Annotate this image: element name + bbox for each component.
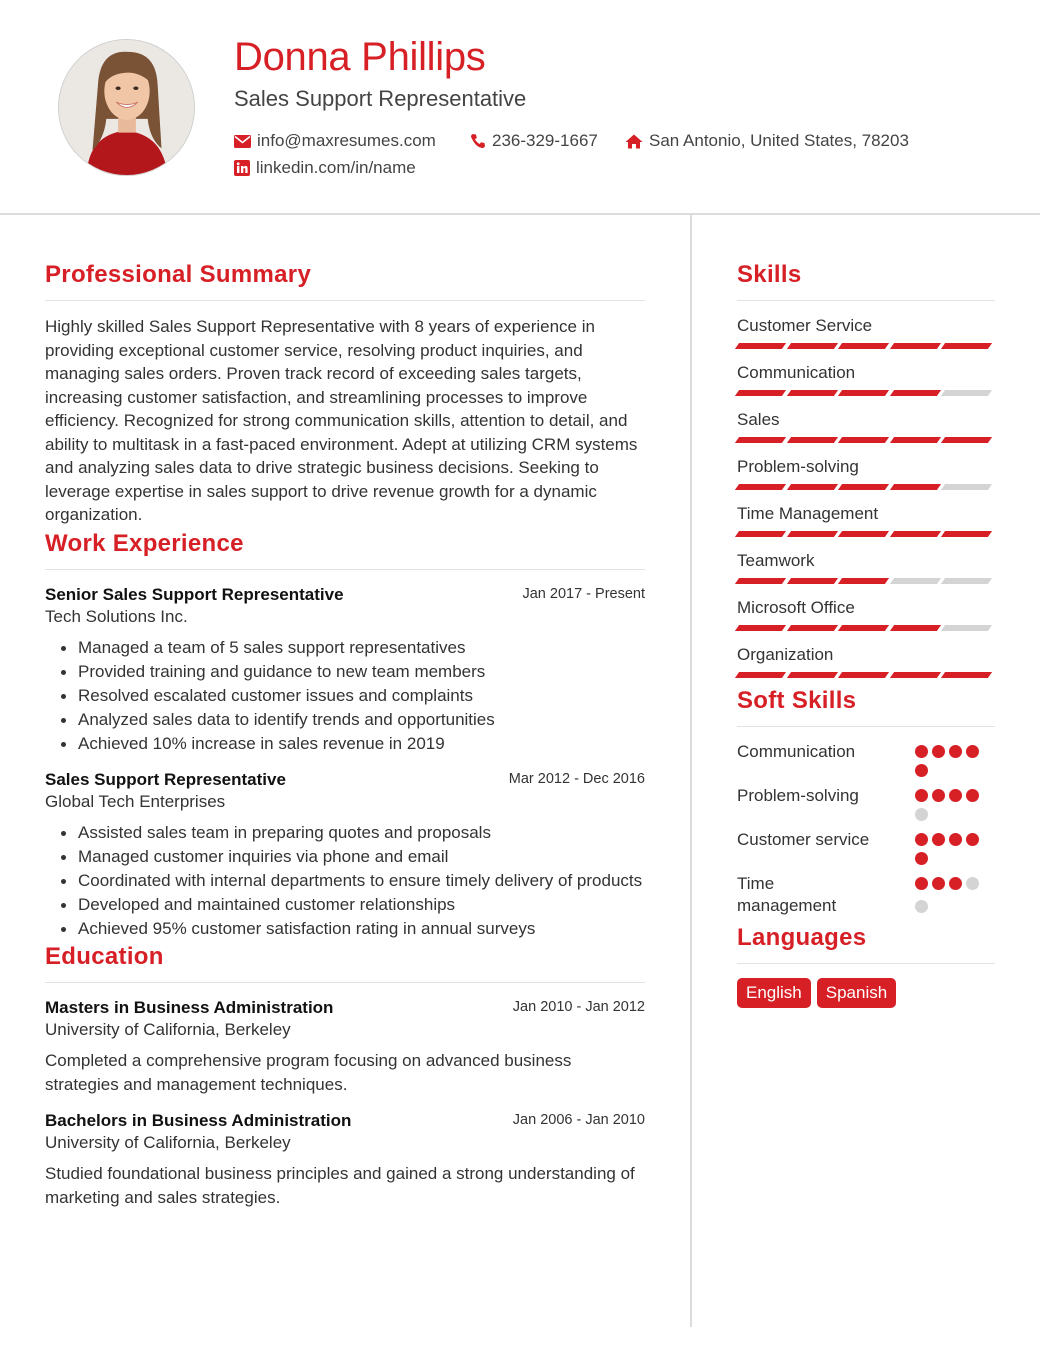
email-text: info@maxresumes.com: [257, 131, 436, 150]
education-description: Studied foundational business principles and gained a strong understanding of marketing and sales strategies.: [45, 1163, 635, 1207]
job-bullet: Achieved 95% customer satisfaction rating in annual surveys: [45, 917, 645, 941]
skill-name: Teamwork: [737, 551, 815, 570]
job-bullets: [45, 821, 645, 941]
skill-name: Sales: [737, 410, 780, 429]
skill-level-segment: [941, 343, 992, 349]
skill-name: Time Management: [737, 504, 879, 523]
phone-text: 236-329-1667: [492, 131, 598, 150]
skill-level-segment: [838, 625, 889, 631]
languages-section: [737, 923, 995, 1008]
profile-photo: [58, 39, 195, 176]
soft-skill-rating: [915, 741, 995, 777]
skill-level-segment: [735, 625, 786, 631]
linkedin-icon: [234, 160, 250, 176]
contact-phone[interactable]: [470, 131, 598, 151]
job-bullet: Coordinated with internal departments to ensure timely delivery of products: [45, 869, 645, 893]
rating-dot: [915, 852, 928, 865]
skill-level-bar: [737, 672, 995, 678]
rating-dot: [966, 833, 979, 846]
soft-skill-rating: [915, 785, 995, 821]
skill-level-bar: [737, 437, 995, 443]
skill-level-bar: [737, 484, 995, 490]
job-bullet: Resolved escalated customer issues and complaints: [45, 684, 645, 708]
job-bullet: Developed and maintained customer relationships: [45, 893, 645, 917]
skill-level-segment: [735, 437, 786, 443]
skill-name: Problem-solving: [737, 457, 859, 476]
rating-dot: [949, 833, 962, 846]
skill-level-segment: [890, 484, 941, 490]
section-divider: [737, 300, 995, 301]
skill-level-segment: [786, 484, 837, 490]
rating-dot: [966, 789, 979, 802]
skill-name: Customer Service: [737, 316, 873, 335]
envelope-icon: [234, 135, 251, 148]
skill-level-segment: [735, 672, 786, 678]
skill-item: [737, 503, 995, 537]
school-name: University of California, Berkeley: [45, 1132, 291, 1152]
candidate-name: Donna Phillips: [234, 35, 486, 79]
skill-level-segment: [735, 343, 786, 349]
skill-name: Communication: [737, 363, 856, 382]
education-entry: [45, 997, 645, 1097]
skill-name: Organization: [737, 645, 834, 664]
education-heading: Education: [45, 942, 164, 970]
job-bullet: Analyzed sales data to identify trends and opportunities: [45, 708, 645, 732]
skill-item: [737, 362, 995, 396]
skill-level-segment: [786, 578, 837, 584]
skill-level-segment: [838, 672, 889, 678]
education-dates: Jan 2006 - Jan 2010: [512, 1111, 645, 1128]
rating-dot: [915, 764, 928, 777]
skill-level-segment: [890, 390, 941, 396]
education-entry: [45, 1110, 645, 1210]
skill-item: [737, 550, 995, 584]
job-bullet: Achieved 10% increase in sales revenue in 2019: [45, 732, 645, 756]
contact-linkedin[interactable]: [234, 158, 416, 178]
soft-skill-name: Problem-solving: [737, 786, 859, 805]
skill-level-segment: [735, 531, 786, 537]
rating-dot: [915, 877, 928, 890]
section-divider: [45, 300, 645, 301]
soft-skill-item: [737, 741, 995, 777]
skill-level-segment: [838, 531, 889, 537]
rating-dot: [915, 808, 928, 821]
soft-skill-name: Customer service: [737, 830, 870, 849]
skill-item: [737, 315, 995, 349]
skill-level-segment: [941, 531, 992, 537]
job-bullet: Managed a team of 5 sales support representatives: [45, 636, 645, 660]
job-company: Global Tech Enterprises: [45, 791, 226, 811]
rating-dot: [915, 900, 928, 913]
skill-level-segment: [890, 437, 941, 443]
skill-level-segment: [838, 484, 889, 490]
rating-dot: [966, 877, 979, 890]
skill-level-segment: [786, 437, 837, 443]
soft-skill-item: [737, 873, 995, 917]
education-dates: Jan 2010 - Jan 2012: [512, 998, 645, 1015]
contact-email[interactable]: [234, 131, 436, 151]
skill-level-segment: [890, 531, 941, 537]
location-text: San Antonio, United States, 78203: [649, 131, 909, 150]
job-role: Sales Support Representative: [45, 769, 286, 789]
skill-level-segment: [786, 625, 837, 631]
education-description: Completed a comprehensive program focusing on advanced business strategies and management techniques.: [45, 1050, 572, 1094]
skill-name: Microsoft Office: [737, 598, 855, 617]
skill-item: [737, 409, 995, 443]
job-bullet: Managed customer inquiries via phone and email: [45, 845, 645, 869]
skill-level-segment: [941, 672, 992, 678]
skill-level-segment: [941, 625, 992, 631]
soft-skill-item: [737, 829, 995, 865]
resume-header: [0, 0, 1040, 215]
skill-level-segment: [786, 672, 837, 678]
section-divider: [737, 963, 995, 964]
skill-level-bar: [737, 578, 995, 584]
skill-level-segment: [786, 531, 837, 537]
job-company: Tech Solutions Inc.: [45, 606, 188, 626]
rating-dot: [932, 789, 945, 802]
job-dates: Jan 2017 - Present: [522, 585, 645, 602]
phone-icon: [470, 133, 486, 149]
skill-level-segment: [890, 343, 941, 349]
skills-section: [737, 260, 995, 678]
job-bullets: [45, 636, 645, 756]
skill-level-segment: [941, 390, 992, 396]
skill-level-segment: [838, 343, 889, 349]
rating-dot: [915, 789, 928, 802]
rating-dot: [966, 745, 979, 758]
school-name: University of California, Berkeley: [45, 1019, 291, 1039]
sidebar-column: [737, 260, 995, 1008]
skill-level-segment: [890, 625, 941, 631]
rating-dot: [949, 877, 962, 890]
section-divider: [45, 569, 645, 570]
skill-level-segment: [890, 672, 941, 678]
job-bullet: Assisted sales team in preparing quotes and proposals: [45, 821, 645, 845]
soft-skills-section: [737, 686, 995, 917]
soft-skill-name: Time management: [737, 874, 837, 915]
column-divider: [690, 215, 692, 1327]
skill-level-segment: [890, 578, 941, 584]
soft-skill-item: [737, 785, 995, 821]
rating-dot: [915, 833, 928, 846]
skill-item: [737, 597, 995, 631]
skill-level-bar: [737, 343, 995, 349]
skill-item: [737, 456, 995, 490]
skill-level-segment: [941, 437, 992, 443]
home-icon: [625, 134, 643, 149]
skill-level-bar: [737, 531, 995, 537]
rating-dot: [915, 745, 928, 758]
languages-heading: Languages: [737, 924, 867, 951]
skill-level-segment: [735, 390, 786, 396]
job-entry: [45, 769, 645, 941]
skill-level-segment: [838, 437, 889, 443]
soft-skill-rating: [915, 829, 995, 865]
job-dates: Mar 2012 - Dec 2016: [508, 770, 645, 787]
skill-level-segment: [941, 484, 992, 490]
skill-level-segment: [735, 484, 786, 490]
rating-dot: [932, 745, 945, 758]
experience-section: [45, 529, 645, 941]
section-divider: [45, 982, 645, 983]
language-tag: English: [737, 978, 811, 1008]
summary-heading: Professional Summary: [45, 261, 312, 288]
skill-item: [737, 644, 995, 678]
degree-name: Masters in Business Administration: [45, 997, 334, 1017]
education-section: [45, 942, 645, 1210]
skill-level-segment: [941, 578, 992, 584]
soft-skill-rating: [915, 873, 995, 917]
job-role: Senior Sales Support Representative: [45, 584, 344, 604]
skill-level-segment: [838, 390, 889, 396]
rating-dot: [949, 745, 962, 758]
linkedin-text: linkedin.com/in/name: [256, 158, 416, 177]
portrait-image: [59, 40, 194, 175]
job-entry: [45, 584, 645, 756]
rating-dot: [932, 833, 945, 846]
section-divider: [737, 726, 995, 727]
summary-text: Highly skilled Sales Support Representative with 8 years of experience in providing exceptional customer service, resolving product inquiries, and managing sales orders. Proven track record of exceeding sales targets, increasing customer satisfaction, and streamlining processes to improve efficiency. Recognized for strong communication skills, attention to detail, and ability to multitask in a fast-paced environment. Adept at utilizing CRM systems and analyzing sales data to drive strategic business decisions. Seeking to leverage expertise in sales support to drive revenue growth for a dynamic organization.: [45, 317, 638, 524]
job-bullet: Provided training and guidance to new team members: [45, 660, 645, 684]
language-tag: Spanish: [817, 978, 896, 1008]
skill-level-bar: [737, 390, 995, 396]
language-tags: [737, 978, 995, 1008]
skills-list: [737, 315, 995, 678]
soft-skills-heading: Soft Skills: [737, 687, 857, 714]
summary-section: [45, 260, 645, 527]
skill-level-segment: [838, 578, 889, 584]
rating-dot: [949, 789, 962, 802]
contact-location: [625, 131, 909, 151]
main-column: [45, 260, 645, 1210]
soft-skills-list: [737, 741, 995, 917]
candidate-title: Sales Support Representative: [234, 86, 527, 111]
degree-name: Bachelors in Business Administration: [45, 1110, 352, 1130]
skill-level-segment: [786, 390, 837, 396]
soft-skill-name: Communication: [737, 742, 856, 761]
experience-heading: Work Experience: [45, 529, 244, 557]
skill-level-segment: [786, 343, 837, 349]
rating-dot: [932, 877, 945, 890]
skills-heading: Skills: [737, 261, 802, 288]
skill-level-bar: [737, 625, 995, 631]
skill-level-segment: [735, 578, 786, 584]
